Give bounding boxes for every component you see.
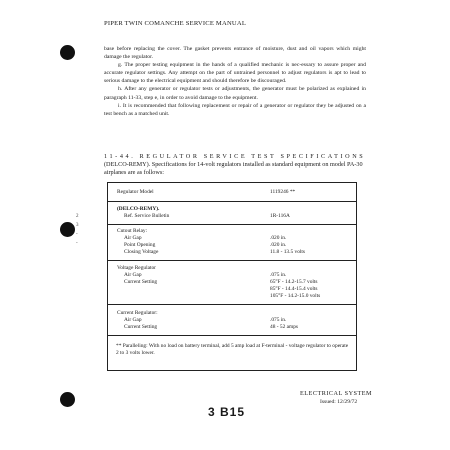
voltage-title: Voltage Regulator [117, 265, 156, 271]
delco-label: (DELCO-REMY). [117, 206, 160, 212]
table-divider [108, 260, 356, 261]
paragraph-g: g. The proper testing equipment in the hands of a qualified mechanic is nec-essary to assure proper and accurate regulator settings. Any attempt on the part of untrained personnel to adjust regulators is apt to lead to serious damage to the electrical equipment and should therefore be discouraged. [104, 62, 366, 85]
margin-mark: 3 [76, 223, 79, 228]
voltage-current-label: Current Setting [124, 279, 158, 285]
current-airgap-label: Air Gap [124, 317, 142, 323]
page-header: PIPER TWIN COMANCHE SERVICE MANUAL [104, 20, 247, 27]
section-heading-block [104, 153, 366, 178]
cutout-airgap-label: Air Gap [124, 235, 142, 241]
cutout-closing-label: Closing Voltage [124, 249, 159, 255]
paralleling-note: ** Paralleling: With no load on battery terminal, add 5 amp load at F-terminal - voltage regulator to operate 2 to 3 volts lower. [116, 343, 349, 357]
binder-hole-top [60, 45, 75, 60]
table-divider [108, 304, 356, 305]
voltage-airgap-label: Air Gap [124, 272, 142, 278]
model-label: Regulator Model [117, 189, 154, 195]
current-setting-label: Current Setting [124, 324, 158, 330]
footer-issued: Issued: 12/29/72 [320, 399, 358, 405]
page-number: 3 B15 [208, 405, 246, 419]
binder-hole-middle [60, 222, 75, 237]
bulletin-value: 1R-116A [270, 213, 290, 219]
voltage-65-value: 65°F - 14.2-15.7 volts [270, 279, 318, 285]
current-title: Current Regulator: [117, 310, 158, 316]
cutout-title: Cutout Relay: [117, 228, 148, 234]
margin-mark: 2 [76, 214, 79, 219]
table-divider [108, 224, 356, 225]
paragraph-i: i. It is recommended that following replacement or repair of a generator or regulator they be adjusted on a test bench as a matched unit. [104, 102, 366, 117]
binder-hole-bottom [60, 392, 75, 407]
spec-table [107, 182, 357, 371]
paragraph-continuation: base before replacing the cover. The gasket prevents entrance of moisture, dust and oil vapors which might damage the regulator. [104, 46, 366, 61]
table-divider [108, 201, 356, 202]
current-airgap-value: .075 in. [270, 317, 287, 323]
section-subheading: (DELCO-REMY). Specifications for 14-volt regulators installed as standard equipment on model PA-30 airplanes are as follows: [104, 161, 363, 177]
margin-mark: - [76, 232, 78, 237]
section-heading: 11-44. REGULATOR SERVICE TEST SPECIFICATIONS [104, 153, 366, 160]
table-divider [108, 335, 356, 336]
cutout-point-value: .020 in. [270, 242, 287, 248]
cutout-point-label: Point Opening [124, 242, 156, 248]
model-value: 1119246 ** [270, 189, 296, 195]
bulletin-label: Ref. Service Bulletin [124, 213, 170, 219]
cutout-airgap-value: .020 in. [270, 235, 287, 241]
voltage-105-value: 105°F - 14.2-15.0 volts [270, 293, 321, 299]
cutout-closing-value: 11.8 - 13.5 volts [270, 249, 305, 255]
current-setting-value: 48 - 52 amps [270, 324, 298, 330]
margin-mark: - [76, 241, 78, 246]
body-text [104, 45, 366, 118]
margin-marks [76, 212, 79, 248]
voltage-85-value: 85°F - 14.4-15.4 volts [270, 286, 318, 292]
paragraph-h: h. After any generator or regulator tests or adjustments, the generator must be polarized as explained in paragraph 11-33, step e, in order to avoid damage to the equipment. [104, 86, 366, 101]
footer-section: ELECTRICAL SYSTEM [300, 390, 373, 397]
voltage-airgap-value: .075 in. [270, 272, 287, 278]
